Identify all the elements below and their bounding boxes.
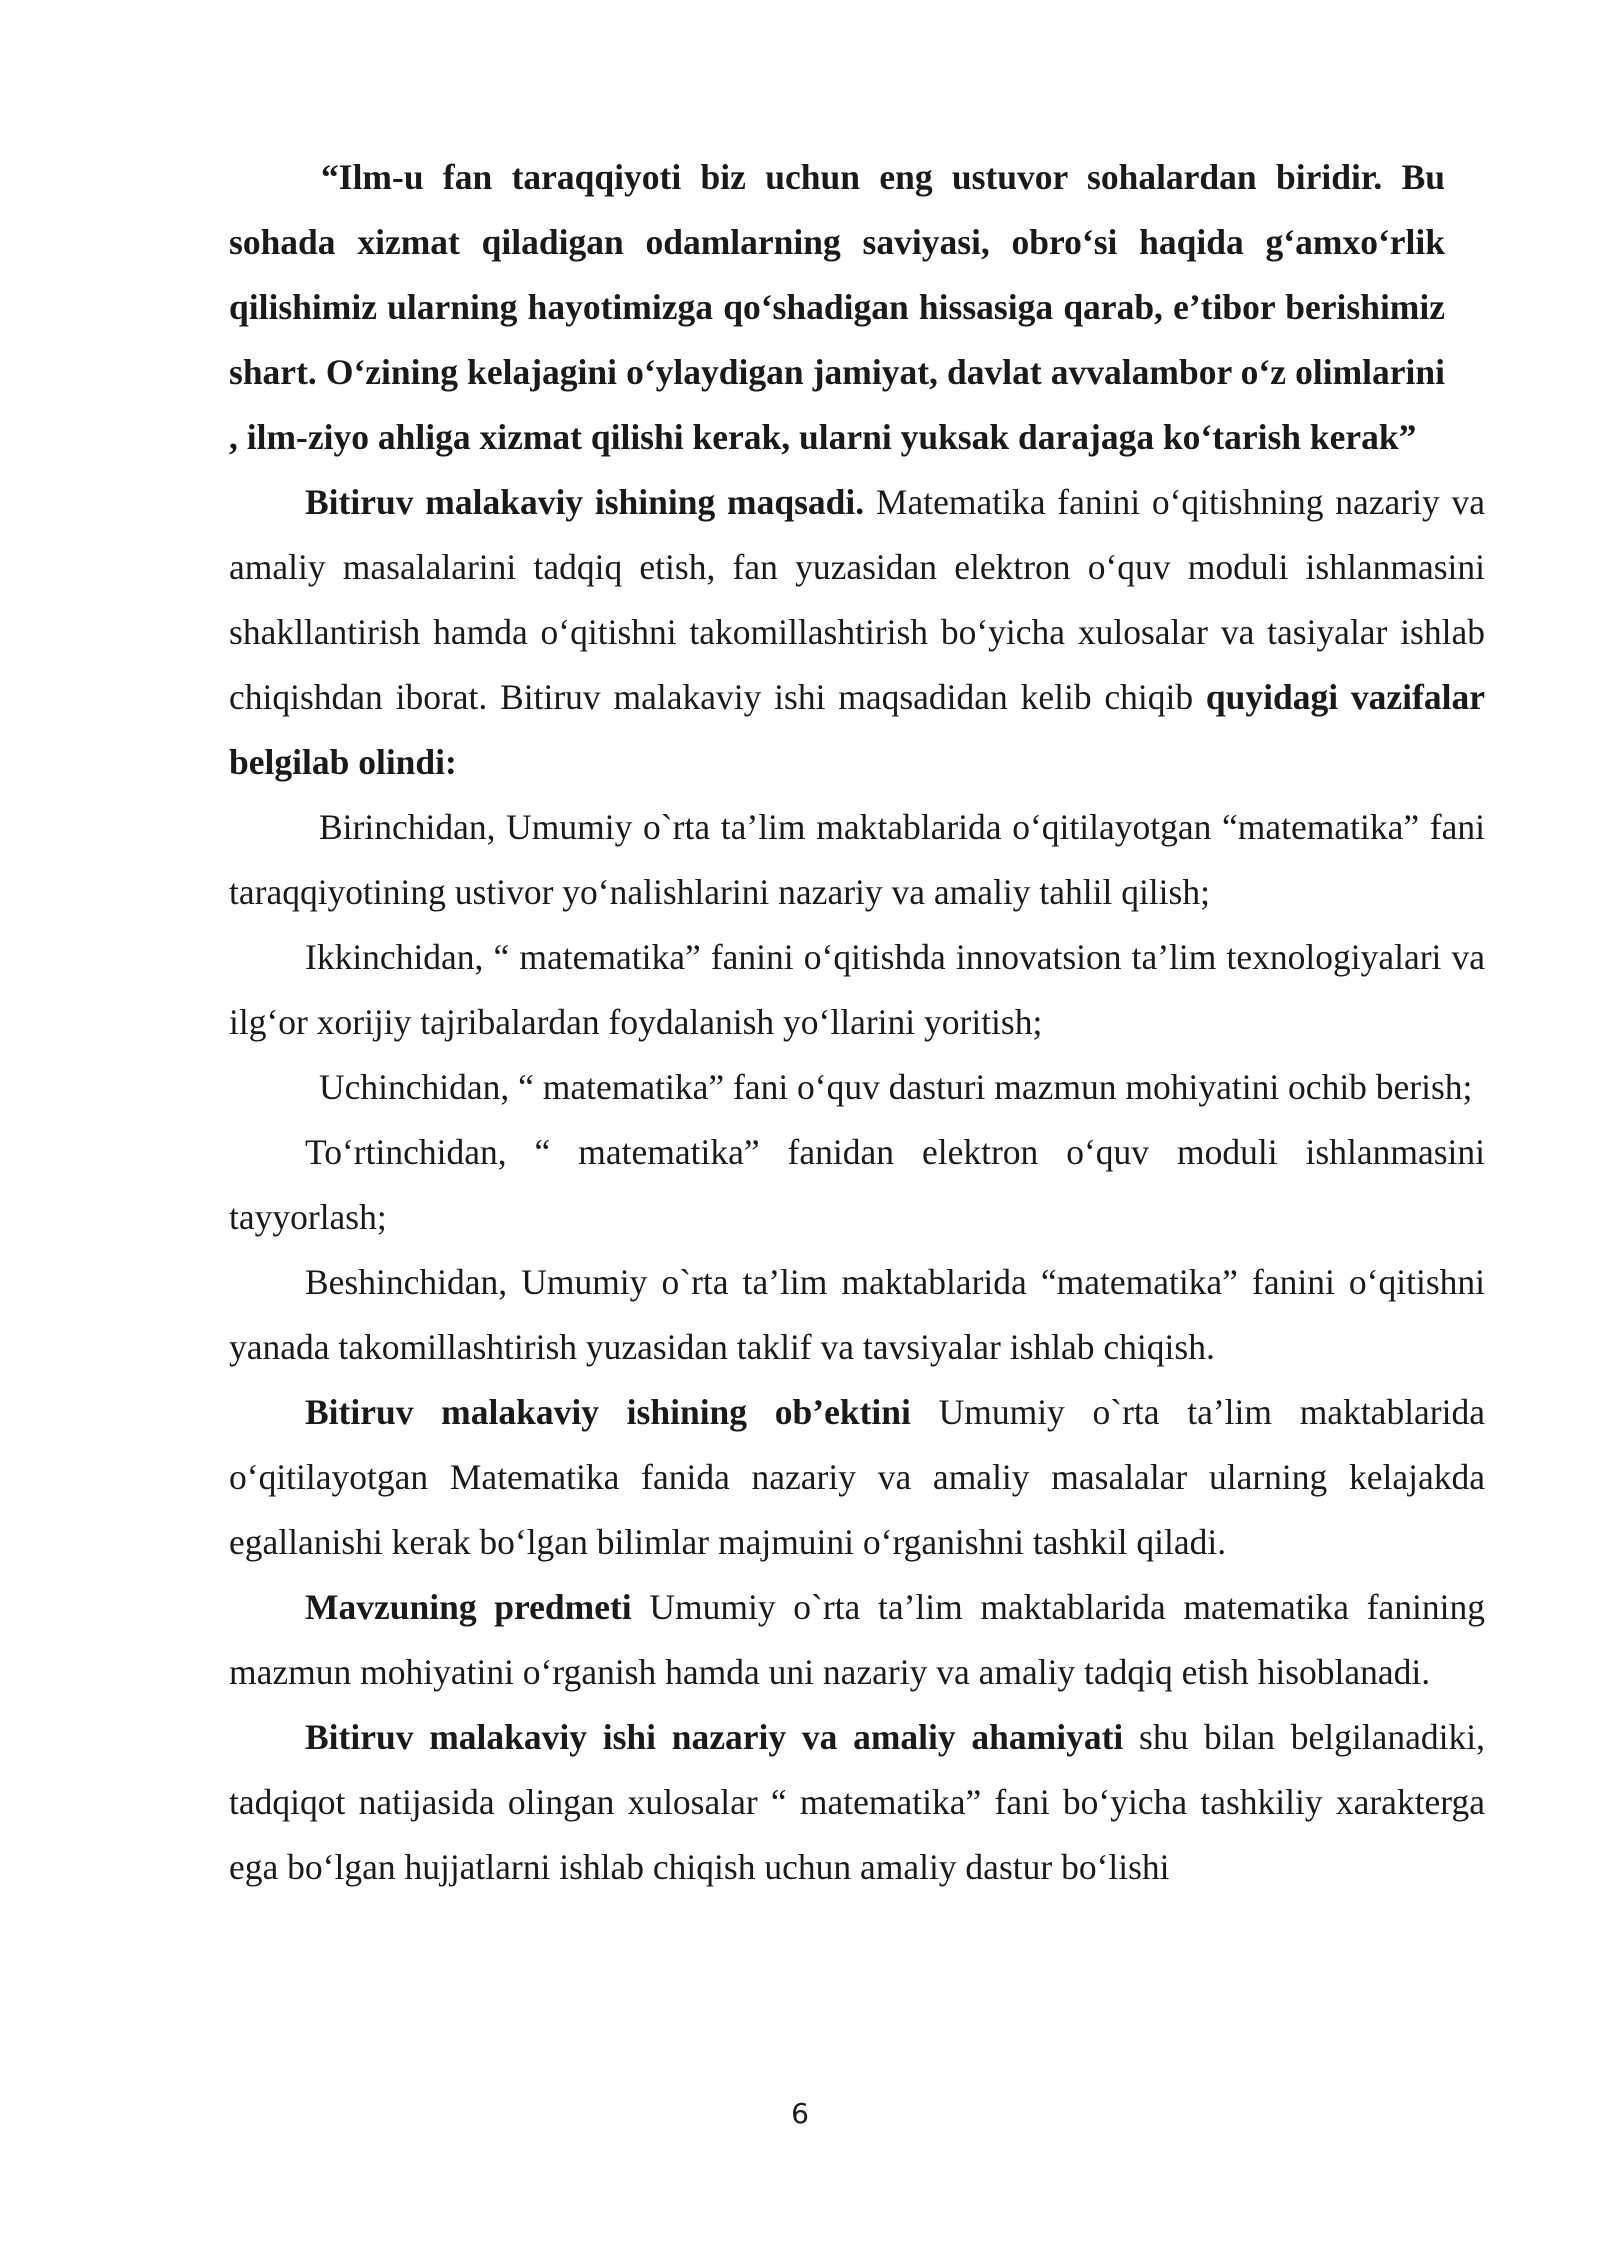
text-run: Birinchidan, Umumiy o`rta ta’lim maktablarida o‘qitilayotgan “matematika” fani taraqqiyotining ustivor yo‘nalishlarini nazariy va amaliy tahlil qilish; [229,807,1485,912]
text-run: Umumiy o`rta ta’lim maktablarida o‘qitilayotgan Matematika fanida nazariy va amaliy masalalar ularning kelajakda egallanishi kerak bo‘lgan bilimlar majmuini o‘rganishni tashkil qiladi. [229,1392,1485,1562]
body-paragraph [229,795,1485,925]
bold-text-run: “Ilm-u fan taraqqiyoti biz uchun eng ustuvor sohalardan biridir. Bu sohada xizmat qiladigan odamlarning saviyasi, obro‘si haqida g‘amxo‘rlik qilishimiz ularning hayotimizga qo‘shadigan hissasiga qarab, e’tibor berishimiz shart. O‘zining kelajagini o‘ylaydigan jamiyat, davlat avvalambor o‘z olimlarini , ilm-ziyo ahliga xizmat qilishi kerak, ularni yuksak darajaga ko‘tarish kerak” [229,157,1445,457]
text-run: shu bilan belgilanadiki, tadqiqot natijasida olingan xulosalar “ matematika” fani bo‘yicha tashkiliy xarakterga ega bo‘lgan hujjatlarni ishlab chiqish uchun amaliy dastur bo‘lishi [229,1717,1485,1887]
body-paragraph [229,1575,1485,1705]
bold-text-run: Mavzuning predmeti [305,1587,632,1627]
text-run: Ikkinchidan, “ matematika” fanini o‘qitishda innovatsion ta’lim texnologiyalari va ilg‘or xorijiy tajribalardan foydalanish yo‘llarini yoritish; [229,937,1485,1042]
text-run: Beshinchidan, Umumiy o`rta ta’lim maktablarida “matematika” fanini o‘qitishni yanada takomillashtirish yuzasidan taklif va tavsiyalar ishlab chiqish. [229,1262,1485,1367]
body-paragraph [229,1380,1485,1575]
bold-text-run: quyidagi vazifalar belgilab olindi: [229,677,1485,782]
text-run: To‘rtinchidan, “ matematika” fanidan elektron o‘quv moduli ishlanmasini tayyorlash; [229,1132,1485,1237]
page-number: 6 [791,2097,809,2130]
bold-text-run: Bitiruv malakaviy ishi nazariy va amaliy ahamiyati [305,1717,1124,1757]
bold-text-run: Bitiruv malakaviy ishining ob’ektini [305,1392,911,1432]
text-run: Matematika fanini o‘qitishning nazariy va amaliy masalalarini tadqiq etish, fan yuzasidan elektron o‘quv moduli ishlanmasini shakllantirish hamda o‘qitishni takomillashtirish bo‘yicha xulosalar va tasiyalar ishlab chiqishdan iborat. Bitiruv malakaviy ishi maqsadidan kelib chiqib [229,482,1485,717]
text-run: Uchinchidan, “ matematika” fani o‘quv dasturi mazmun mohiyatini ochib berish; [319,1067,1473,1107]
epigraph-quote [229,145,1445,470]
body-paragraph [229,925,1485,1055]
body-paragraph [229,1250,1485,1380]
text-run: Umumiy o`rta ta’lim maktablarida matematika fanining mazmun mohiyatini o‘rganish hamda uni nazariy va amaliy tadqiq etish hisoblanadi. [229,1587,1485,1692]
document-body [229,145,1485,1900]
body-paragraph [229,470,1485,795]
body-paragraph [229,1055,1485,1120]
body-paragraph [229,1705,1485,1900]
bold-text-run: Bitiruv malakaviy ishining maqsadi. [305,482,865,522]
body-paragraph [229,1120,1485,1250]
